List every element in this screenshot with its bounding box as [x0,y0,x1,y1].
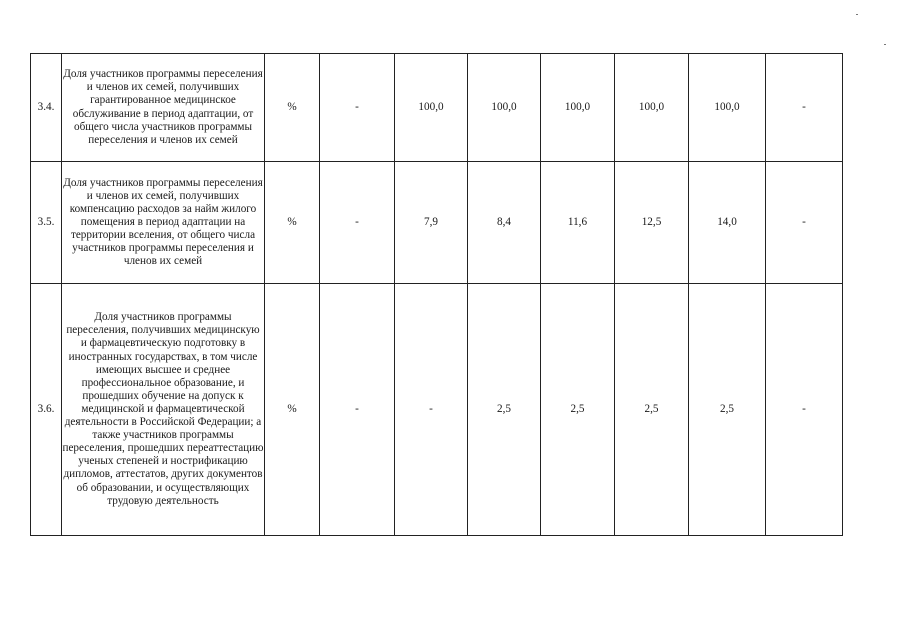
unit-cell: % [265,162,320,284]
value-cell: - [320,162,395,284]
value-cell: 11,6 [541,162,615,284]
table-row [31,54,843,162]
value-cell: - [320,54,395,162]
table-row [31,284,843,536]
value-cell: - [395,284,468,536]
value-cell: 2,5 [468,284,541,536]
indicator-description: Доля участников программы переселения и членов их семей, получивших компенсацию расходов за найм жилого помещения в период адаптации на территории вселения, от общего числа участников программы переселения и членов их семей [62,162,265,284]
value-cell: 12,5 [615,162,689,284]
value-cell: 100,0 [468,54,541,162]
value-cell: 100,0 [615,54,689,162]
scan-speck [884,44,886,45]
scan-speck [856,14,858,15]
table-row [31,162,843,284]
value-cell: 100,0 [395,54,468,162]
value-cell: 2,5 [541,284,615,536]
value-cell: 2,5 [689,284,766,536]
value-cell: 7,9 [395,162,468,284]
indicator-description: Доля участников программы переселения, получивших медицинскую и фармацевтическую подготовку в иностранных государствах, в том числе имеющих высшее и среднее профессиональное образование, и прошедших обучение на допуск к медицинской и фармацевтической деятельности в Российской Федерации; а также участников программы переселения, прошедших переаттестацию ученых степеней и нострификацию дипломов, аттестатов, других документов об образовании, и осуществляющих трудовую деятельность [62,284,265,536]
row-number: 3.5. [31,162,62,284]
unit-cell: % [265,284,320,536]
value-cell: 100,0 [689,54,766,162]
indicators-table [30,53,843,536]
indicator-description: Доля участников программы переселения и членов их семей, получивших гарантированное медицинское обслуживание в период адаптации, от общего числа участников программы переселения и членов их семей [62,54,265,162]
row-number: 3.4. [31,54,62,162]
value-cell: 2,5 [615,284,689,536]
row-number: 3.6. [31,284,62,536]
value-cell: - [766,162,843,284]
value-cell: 14,0 [689,162,766,284]
value-cell: - [766,54,843,162]
value-cell: - [766,284,843,536]
value-cell: 100,0 [541,54,615,162]
unit-cell: % [265,54,320,162]
value-cell: - [320,284,395,536]
value-cell: 8,4 [468,162,541,284]
